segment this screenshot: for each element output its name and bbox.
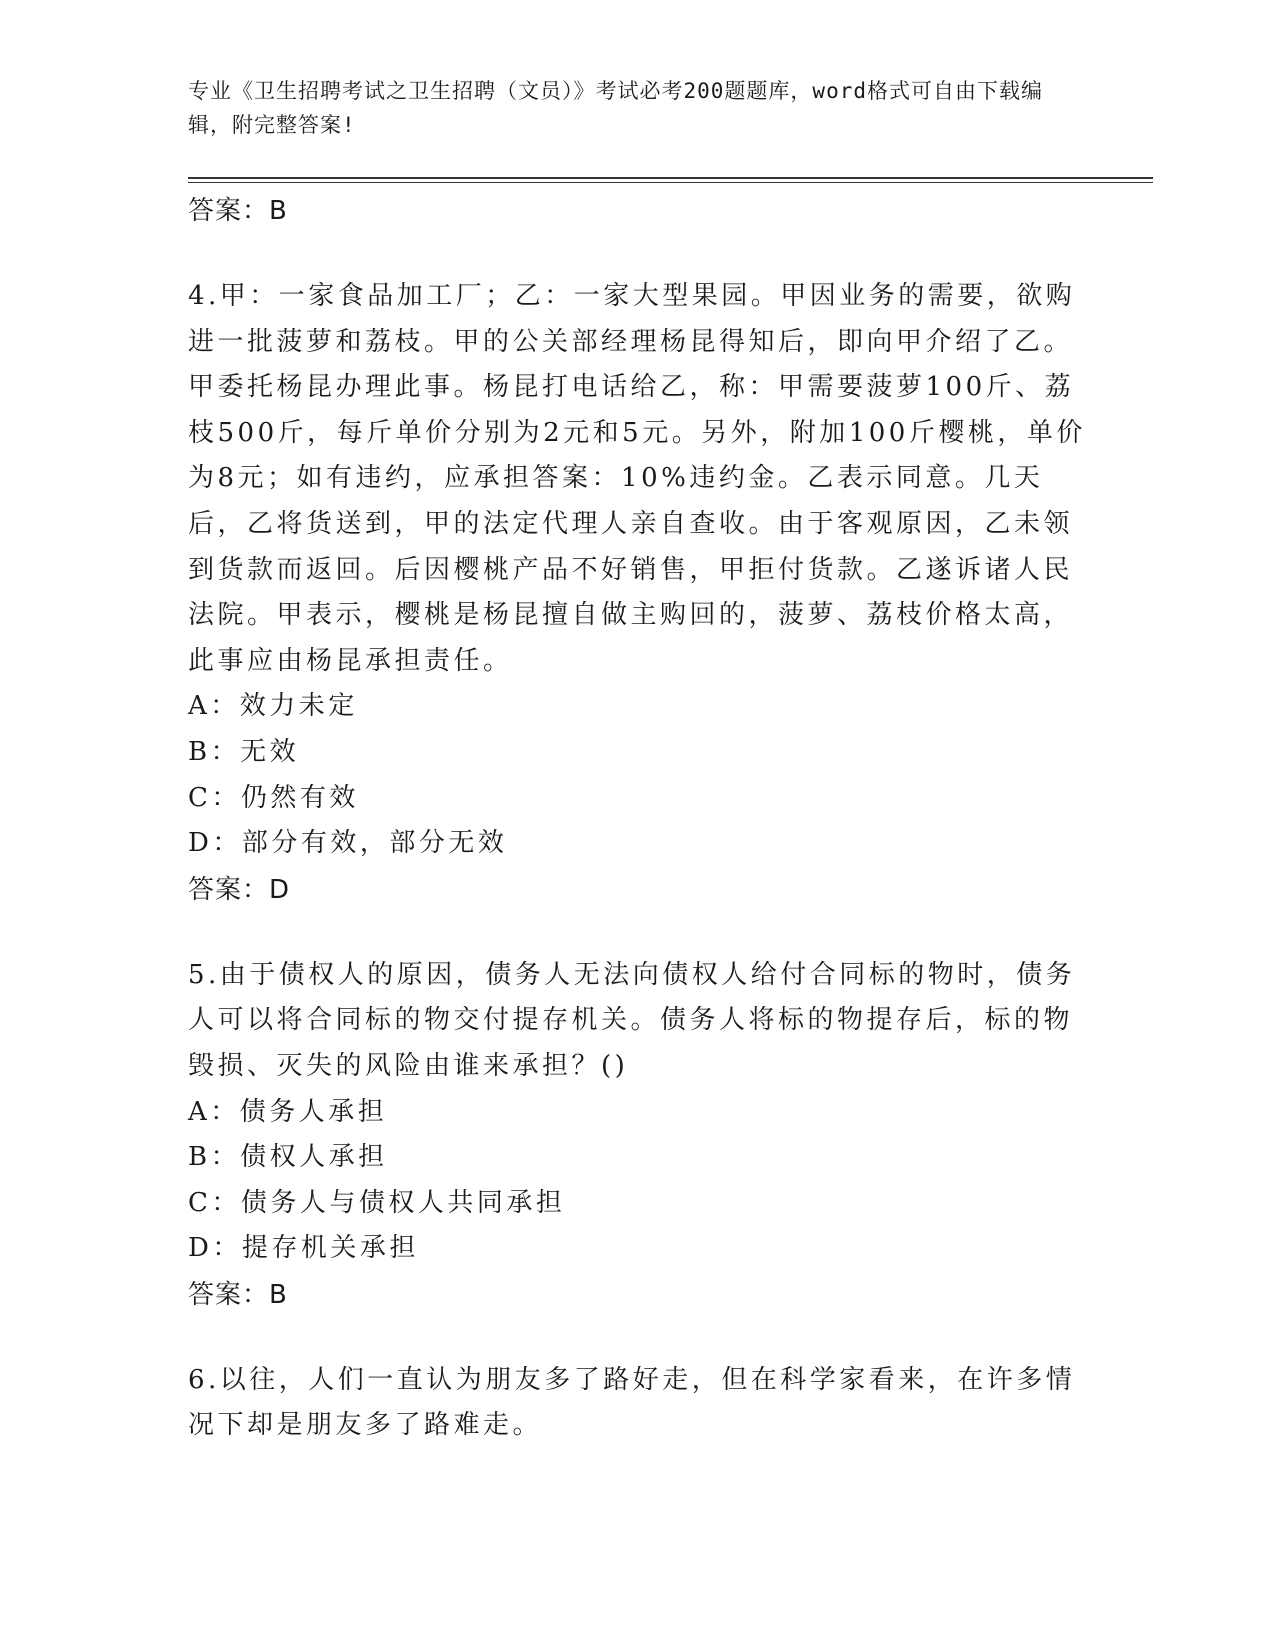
- question-5: [188, 953, 1088, 1318]
- question-4: [188, 274, 1088, 913]
- question-stem: 4.甲：一家食品加工厂；乙：一家大型果园。甲因业务的需要，欲购进一批菠萝和荔枝。甲的公关部经理杨昆得知后，即向甲介绍了乙。甲委托杨昆办理此事。杨昆打电话给乙，称：甲需要菠萝100斤、荔枝500斤，每斤单价分别为2元和5元。另外，附加100斤樱桃，单价为8元；如有违约，应承担答案：10%违约金。乙表示同意。几天后，乙将货送到，甲的法定代理人亲自查收。由于客观原因，乙未领到货款而返回。后因樱桃产品不好销售，甲拒付货款。乙遂诉诸人民法院。甲表示，樱桃是杨昆擅自做主购回的，菠萝、荔枝价格太高，此事应由杨昆承担责任。: [188, 281, 1086, 676]
- question-stem: 6.以往，人们一直认为朋友多了路好走，但在科学家看来，在许多情况下却是朋友多了路难走。: [188, 1364, 1076, 1441]
- option-b: B：债权人承担: [188, 1142, 388, 1173]
- answer-line: 答案：B: [188, 196, 288, 226]
- option-a: A：效力未定: [188, 691, 358, 722]
- option-d: D：提存机关承担: [188, 1233, 419, 1264]
- option-c: C：债务人与债权人共同承担: [188, 1187, 566, 1218]
- option-b: B：无效: [188, 736, 300, 767]
- header-divider-thin: [188, 182, 1153, 183]
- header-divider: [188, 177, 1153, 179]
- document-body: [188, 188, 1088, 1449]
- option-c: C：仍然有效: [188, 782, 359, 813]
- option-d: D：部分有效，部分无效: [188, 828, 508, 859]
- option-a: A：债务人承担: [188, 1096, 388, 1127]
- answer-line: 答案：D: [188, 874, 291, 905]
- question-6: [188, 1358, 1088, 1449]
- answer-line: 答案：B: [188, 1279, 288, 1310]
- document-header: 专业《卫生招聘考试之卫生招聘（文员）》考试必考200题题库，word格式可自由下载编辑，附完整答案!: [188, 79, 1043, 137]
- question-stem: 5.由于债权人的原因，债务人无法向债权人给付合同标的物时，债务人可以将合同标的物交付提存机关。债务人将标的物提存后，标的物毁损、灭失的风险由谁来承担？(): [188, 959, 1076, 1081]
